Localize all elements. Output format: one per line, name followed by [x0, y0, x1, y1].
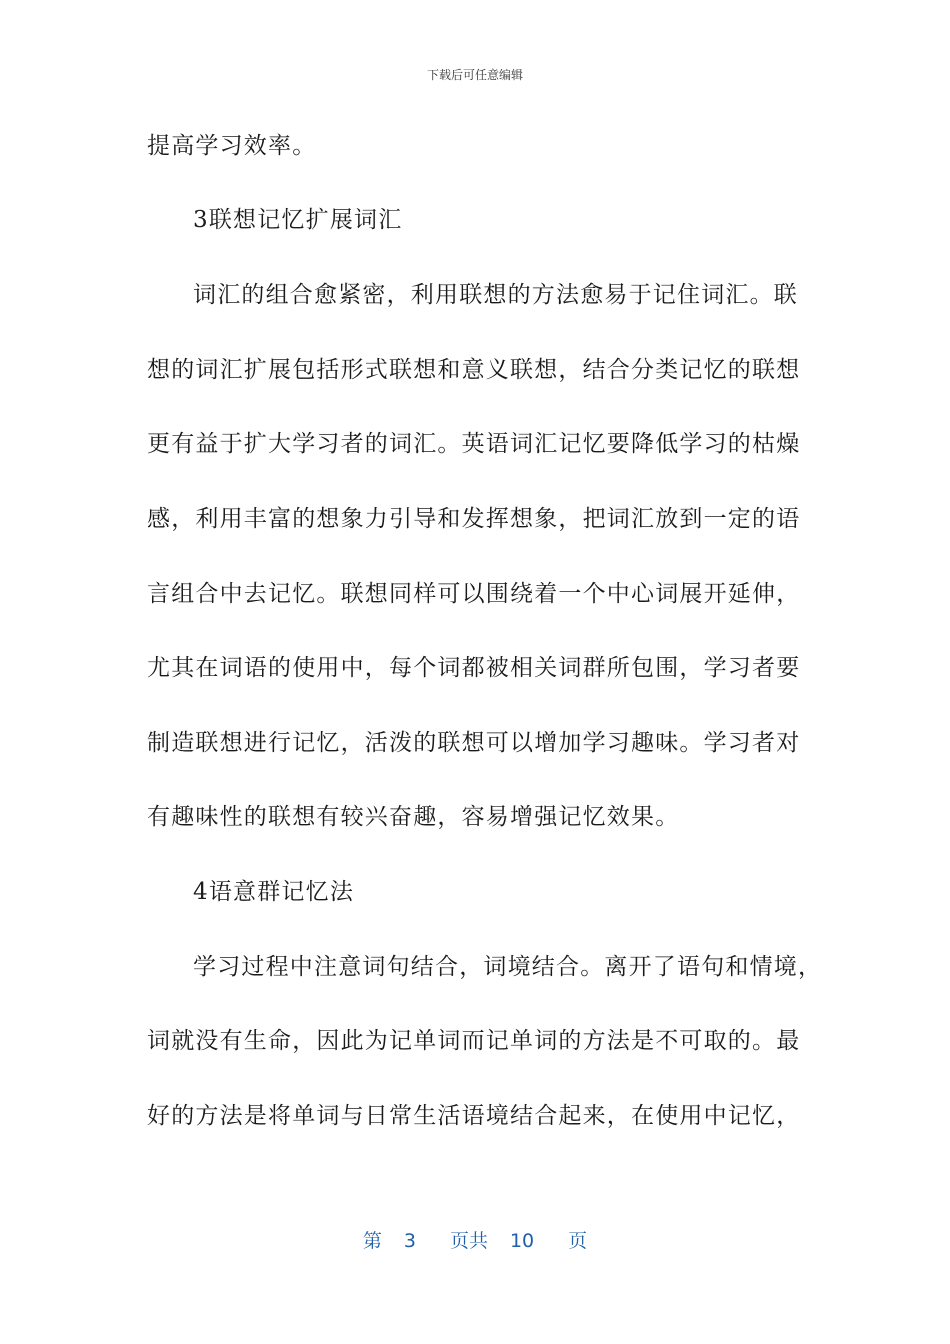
- text-line-3: 词汇的组合愈紧密，利用联想的方法愈易于记住词汇。联: [193, 282, 798, 308]
- text-line-8: 尤其在词语的使用中，每个词都被相关词群所包围，学习者要: [147, 655, 801, 681]
- text-line-4: 想的词汇扩展包括形式联想和意义联想，结合分类记忆的联想: [147, 357, 801, 383]
- text-line-9: 制造联想进行记忆，活泼的联想可以增加学习趣味。学习者对: [147, 730, 801, 756]
- text-line-7: 言组合中去记忆。联想同样可以围绕着一个中心词展开延伸，: [147, 581, 801, 607]
- text-line-12: 学习过程中注意词句结合，词境结合。离开了语句和情境，: [193, 954, 823, 980]
- page-header: 下载后可任意编辑: [426, 68, 523, 82]
- text-line-10: 有趣味性的联想有较兴奋趣，容易增强记忆效果。: [147, 804, 680, 830]
- footer-prefix: 第: [362, 1230, 382, 1252]
- section-heading-3: 3联想记忆扩展词汇: [193, 207, 403, 233]
- page-footer: [0, 1226, 950, 1253]
- text-line-14: 好的方法是将单词与日常生活语境结合起来，在使用中记忆，: [147, 1103, 801, 1129]
- text-line-5: 更有益于扩大学习者的词汇。英语词汇记忆要降低学习的枯燥: [147, 431, 801, 457]
- footer-suffix: 页: [568, 1230, 588, 1252]
- text-line-13: 词就没有生命，因此为记单词而记单词的方法是不可取的。最: [147, 1028, 801, 1054]
- footer-page-number: 3: [403, 1230, 416, 1252]
- text-line-1: 提高学习效率。: [147, 133, 317, 159]
- footer-total-pages: 10: [509, 1230, 535, 1252]
- text-line-6: 感，利用丰富的想象力引导和发挥想象，把词汇放到一定的语: [147, 506, 801, 532]
- footer-middle: 页共: [449, 1230, 488, 1252]
- section-heading-4: 4语意群记忆法: [193, 879, 355, 905]
